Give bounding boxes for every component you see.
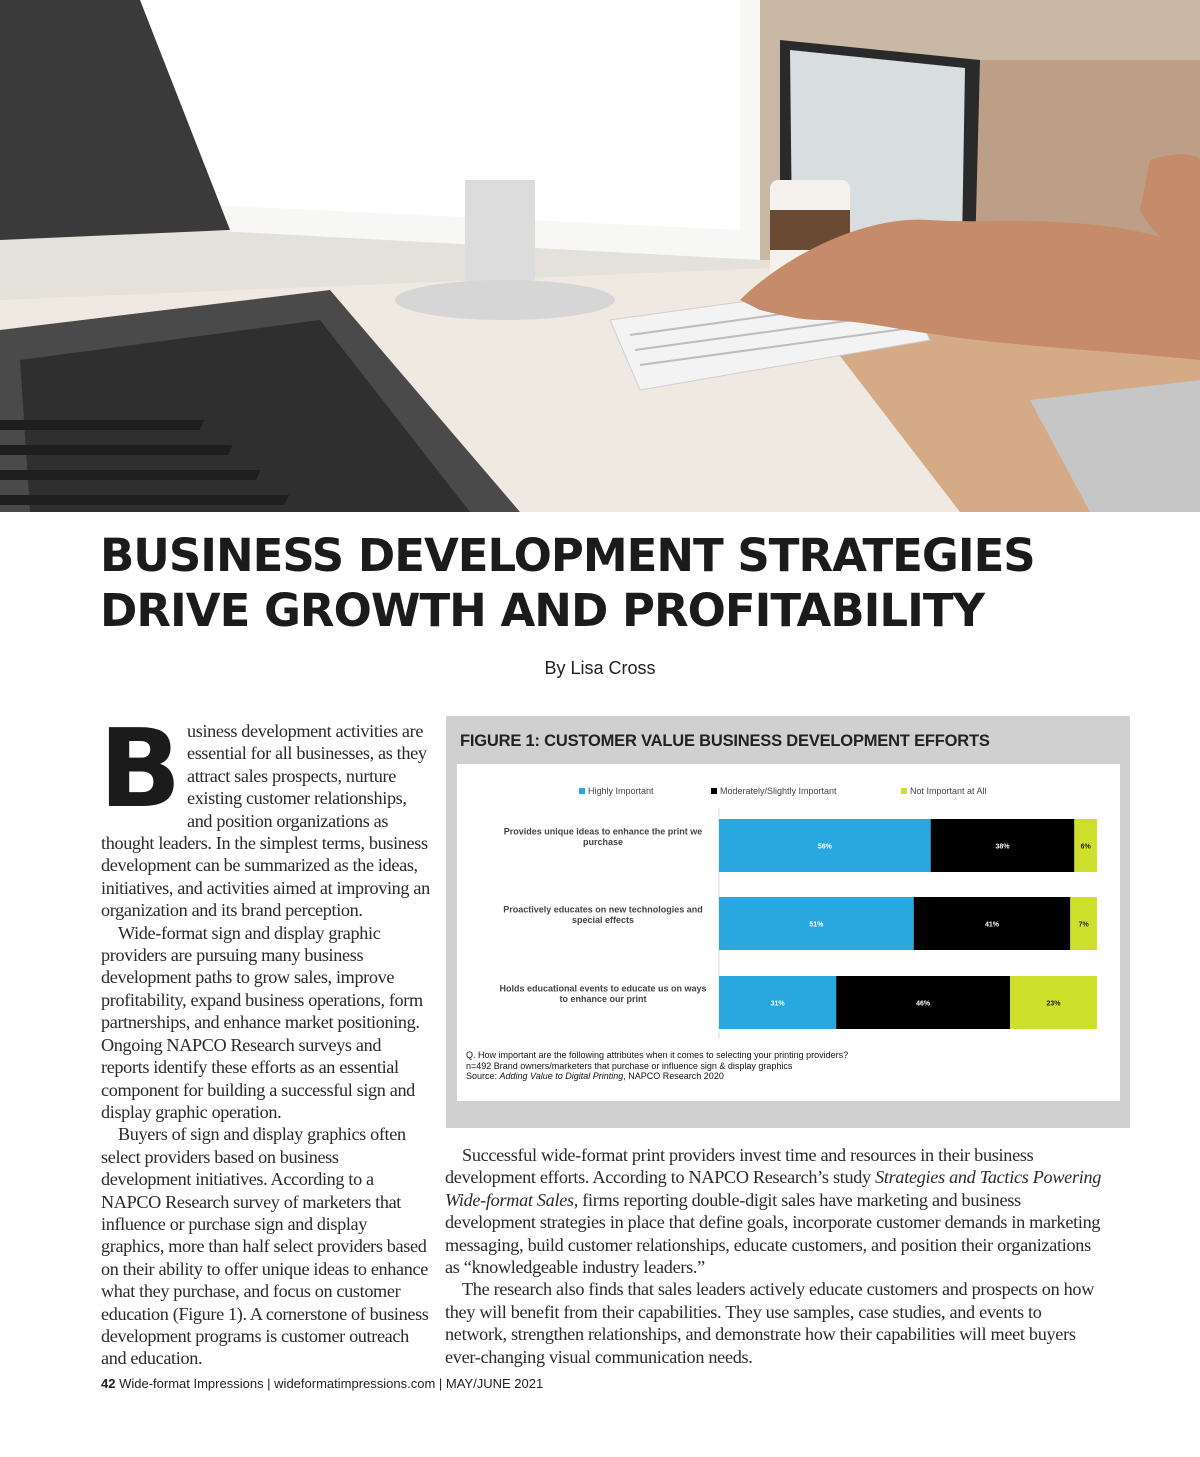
paragraph (99, 707, 431, 922)
right-column (445, 1144, 1105, 1368)
paragraph-text: Successful wide-format print providers invest time and resources in their business development efforts. According to NAPCO Research’s study (445, 1145, 1034, 1188)
bar-data-label: 41% (984, 921, 1000, 929)
bar-data-label: 46% (916, 1000, 931, 1008)
legend-swatch (711, 788, 717, 794)
note-source (466, 1071, 1106, 1082)
bar-data-label: 7% (1078, 921, 1089, 929)
category-label: Holds educational events to educate us on ways to enhance our print (499, 983, 707, 1004)
figure-1 (446, 716, 1130, 1128)
hero-photo-illustration (0, 0, 1200, 512)
category-label: Proactively educates on new technologies and special effects (503, 904, 703, 925)
bar-data-label: 6% (1080, 843, 1091, 851)
headline-line-2: DRIVE GROWTH AND PROFITABILITY (100, 584, 985, 637)
drop-cap: B (99, 707, 181, 832)
legend-swatch (901, 788, 907, 794)
bar-data-label: 51% (809, 921, 824, 929)
note-sample: n=492 Brand owners/marketers that purchase or influence sign & display graphics (466, 1060, 793, 1071)
legend-label: Moderately/Slightly Important (720, 786, 837, 796)
article-headline (100, 528, 1140, 638)
study-title: Strategies and Tactics Powering Wide-format Sales (445, 1167, 1102, 1210)
note-source-title: Adding Value to Digital Printing (499, 1071, 624, 1081)
note-question: Q. How important are the following attributes when it comes to selecting your printing providers? (466, 1050, 849, 1060)
legend-swatch (579, 788, 585, 794)
footer-text: Wide-format Impressions | wideformatimpressions.com | MAY/JUNE 2021 (119, 1376, 544, 1391)
paragraph: The research also finds that sales leaders actively educate customers and prospects on how they will benefit from their capabilities. They use samples, case studies, and events to network, strengthen relationships, and demonstrate how their capabilities will meet buyers ever-changing visual communication needs. (445, 1279, 1095, 1367)
note-source-suffix: , NAPCO Research 2020 (623, 1071, 724, 1081)
paragraph-text: usiness development activities are essential for all businesses, as they attract sales prospects, nurture existing customer relationships, and position organizations as thought leaders. In the simplest terms, business development can be summarized as the ideas, initiatives, and activities aimed at improving an organization and its brand perception. (101, 721, 430, 921)
figure-title: FIGURE 1: CUSTOMER VALUE BUSINESS DEVELOPMENT EFFORTS (460, 732, 990, 750)
hero-photo (0, 0, 1200, 512)
category-label: Provides unique ideas to enhance the print we purchase (503, 826, 703, 847)
left-column (99, 707, 431, 1370)
paragraph: Wide-format sign and display graphic providers are pursuing many business development paths to grow sales, improve profitability, expand business operations, form partnerships, and enhance market positioning. Ongoing NAPCO Research surveys and reports identify these efforts as an essential component for building a successful sign and display graphic operation. (101, 922, 423, 1122)
page-footer (101, 1376, 543, 1391)
figure-notes (466, 1050, 1106, 1082)
headline-line-1: BUSINESS DEVELOPMENT STRATEGIES (100, 529, 1035, 582)
chart-panel (457, 764, 1120, 1101)
paragraph (445, 1144, 1105, 1278)
note-source-prefix: Source: (466, 1071, 500, 1081)
bar-data-label: 56% (817, 843, 832, 851)
legend-label: Highly Important (588, 786, 654, 796)
paragraph-text: , firms reporting double-digit sales have marketing and business development strategies in place that define goals, incorporate customer demands in marketing messaging, build customer relationships, educate customers, and position their organizations as “knowledgeable industry leaders.” (445, 1189, 1101, 1278)
paragraph: Buyers of sign and display graphics often select providers based on business development initiatives. According to a NAPCO Research survey of marketers that influence or purchase sign and display graphics, more than half select providers based on their ability to offer unique ideas to enhance what they purchase, and focus on customer education (Figure 1). A cornerstone of business development programs is customer outreach and education. (101, 1124, 429, 1369)
bar-data-label: 23% (1046, 1000, 1061, 1008)
bar-data-label: 31% (770, 1000, 785, 1008)
page-number: 42 (101, 1376, 116, 1391)
bar-data-label: 38% (995, 843, 1010, 851)
legend-label: Not Important at All (910, 786, 987, 796)
byline: By Lisa Cross (544, 658, 656, 678)
